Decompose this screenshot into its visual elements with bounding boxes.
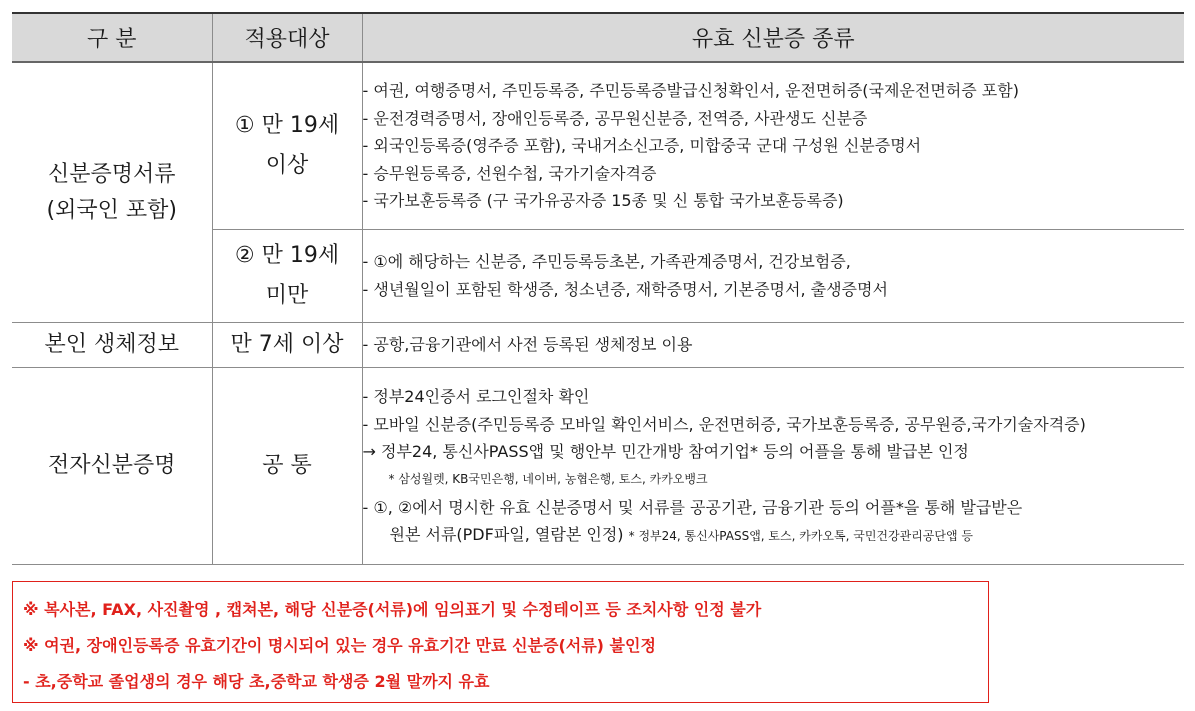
table-row xyxy=(12,62,1184,230)
footnote: * 삼성월렛, KB국민은행, 네이버, 농협은행, 토스, 카카오뱅크 xyxy=(388,472,708,486)
electronic-id-list xyxy=(362,368,1184,565)
category-id-documents: 신분증명서류 (외국인 포함) xyxy=(12,62,212,323)
list-item: - 운전경력증명서, 장애인등록증, 공무원신분증, 전역증, 사관생도 신분증 xyxy=(362,108,868,128)
list-item: - ①, ②에서 명시한 유효 신분증명서 및 서류를 공공기관, 금융기관 등의 어플*을 통해 발급받은 xyxy=(362,497,1023,517)
list-item: - 생년월일이 포함된 학생증, 청소년증, 재학증명서, 기본증명서, 출생증명서 xyxy=(362,280,888,299)
target-adult: ① 만 19세 이상 xyxy=(212,62,362,230)
id-document-table xyxy=(12,12,1184,565)
target-age7: 만 7세 이상 xyxy=(212,323,362,368)
list-item: - 국가보훈등록증 (구 국가유공자증 15종 및 신 통합 국가보훈등록증) xyxy=(362,191,844,211)
header-category: 구 분 xyxy=(12,13,212,62)
list-item: → 정부24, 통신사PASS앱 및 행안부 민간개방 참여기업* 등의 어플을 통해 발급본 인정 xyxy=(362,442,969,462)
warning-note: ※ 여권, 장애인등록증 유효기간이 명시되어 있는 경우 유효기간 만료 신분증(서류) 불인정 xyxy=(23,636,656,655)
list-item: - 모바일 신분증(주민등록증 모바일 확인서비스, 운전면허증, 국가보훈등록증, 공무원증,국가기술자격증) xyxy=(362,414,1086,434)
biometric-list xyxy=(362,323,1184,368)
minor-id-list xyxy=(362,230,1184,323)
list-item: - 정부24인증서 로그인절차 확인 xyxy=(362,387,590,407)
target-minor: ② 만 19세 미만 xyxy=(212,230,362,323)
adult-id-list xyxy=(362,62,1184,230)
list-item: - 공항,금융기관에서 사전 등록된 생체정보 이용 xyxy=(362,335,693,355)
table-row xyxy=(12,323,1184,368)
table-header-row xyxy=(12,13,1184,62)
warning-note: - 초,중학교 졸업생의 경우 해당 초,중학교 학생증 2월 말까지 유효 xyxy=(23,672,490,691)
warning-note: ※ 복사본, FAX, 사진촬영 , 캡쳐본, 해당 신분증(서류)에 임의표기 및 수정테이프 등 조치사항 인정 불가 xyxy=(23,600,762,619)
inline-footnote: * 정부24, 통신사PASS앱, 토스, 카카오톡, 국민건강관리공단앱 등 xyxy=(628,529,973,544)
table-row xyxy=(12,368,1184,565)
category-electronic-id: 전자신분증명 xyxy=(12,368,212,565)
header-target: 적용대상 xyxy=(212,13,362,62)
header-valid-ids: 유효 신분증 종류 xyxy=(362,13,1184,62)
category-biometric: 본인 생체정보 xyxy=(12,323,212,368)
warning-notes-box xyxy=(12,581,989,703)
list-item: 원본 서류(PDF파일, 열람본 인정) * 정부24, 통신사PASS앱, 토스, 카카오톡, 국민건강관리공단앱 등 xyxy=(389,525,973,545)
list-item: - 승무원등록증, 선원수첩, 국가기술자격증 xyxy=(362,163,657,183)
target-common: 공 통 xyxy=(212,368,362,565)
list-item: - 여권, 여행증명서, 주민등록증, 주민등록증발급신청확인서, 운전면허증(국제운전면허증 포함) xyxy=(362,81,1019,101)
list-item: - 외국인등록증(영주증 포함), 국내거소신고증, 미합중국 군대 구성원 신분증명서 xyxy=(362,136,922,156)
list-item: - ①에 해당하는 신분증, 주민등록등초본, 가족관계증명서, 건강보험증, xyxy=(362,252,851,272)
